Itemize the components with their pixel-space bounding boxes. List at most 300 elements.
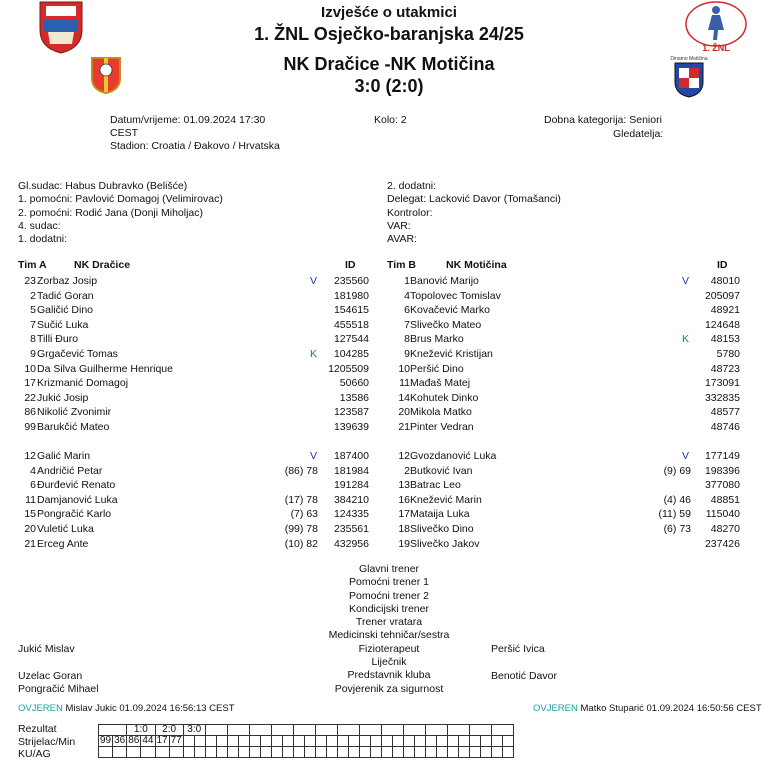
player-number: 2 — [404, 464, 410, 477]
ku-ag-cell — [113, 747, 127, 758]
player-number: 21 — [24, 537, 36, 550]
player-id: 124648 — [704, 318, 740, 331]
player-row — [0, 274, 778, 288]
result-cell — [293, 725, 315, 736]
player-name: Grgačević Tomas — [37, 348, 118, 360]
player-id: 48921 — [710, 304, 740, 317]
scorer-cell — [337, 736, 348, 747]
scorer-cell — [260, 736, 271, 747]
age-label: Dobna kategorija: — [544, 114, 627, 126]
player-id: 50660 — [339, 377, 369, 390]
player-name: Krizmanić Domagoj — [37, 377, 129, 390]
scorer-cell — [326, 736, 337, 747]
scorer-cell — [359, 736, 370, 747]
result-cell — [381, 725, 403, 736]
datetime-label: Datum/vrijeme: — [110, 114, 181, 126]
player-row — [0, 537, 778, 551]
player-name: Kohutek Dinko — [410, 391, 479, 404]
stadium-value: Croatia / Đakovo / Hrvatska — [151, 140, 280, 152]
league-title: 1. ŽNL Osječko-baranjska 24/25 — [254, 24, 524, 44]
player-name: Slivečko Dino — [410, 523, 474, 535]
ku-ag-cell — [403, 747, 414, 758]
team-a-physio: Jukić Mislav — [18, 643, 75, 655]
scorer-cell — [282, 736, 293, 747]
scorer-cell — [194, 736, 205, 747]
verify-right — [533, 703, 762, 714]
ku-ag-row — [99, 747, 514, 758]
ku-ag-cell — [155, 747, 169, 758]
scorer-cell — [502, 736, 513, 747]
player-name: Batrac Leo — [410, 479, 461, 492]
result-cell: 1:0 — [127, 725, 155, 736]
player-number: 9 — [30, 348, 36, 360]
player-row — [0, 493, 778, 507]
scorer-cell — [293, 736, 304, 747]
player-id: 48577 — [710, 406, 740, 419]
player-tag: V — [310, 450, 318, 462]
scorer-cell — [216, 736, 227, 747]
league-logo-text: 1. ŽNL — [702, 43, 730, 53]
ku-ag-cell — [271, 747, 282, 758]
player-row — [0, 303, 778, 317]
ku-ag-cell — [414, 747, 425, 758]
player-sub: (10) 82 — [284, 537, 318, 550]
official-fourth: 4. sudac: — [18, 219, 61, 232]
scorer-row — [99, 736, 514, 747]
player-number: 22 — [24, 391, 36, 404]
role-club-rep: Predstavnik kluba — [347, 669, 431, 682]
player-name: Mataija Luka — [410, 508, 470, 521]
player-name: Nikolić Zvonimir — [37, 406, 112, 419]
role-fitness-coach: Kondicijski trener — [349, 602, 429, 615]
round-value: 2 — [400, 114, 407, 126]
scorer-cell: 17 — [156, 735, 168, 746]
round-row — [374, 114, 407, 126]
player-number: 11 — [399, 377, 410, 390]
player-number: 17 — [24, 377, 36, 390]
player-id: 181980 — [333, 289, 369, 302]
player-id: 177149 — [704, 450, 740, 462]
player-name: Banović Marijo — [410, 275, 479, 287]
datetime-value: 01.09.2024 17:30 — [183, 114, 266, 126]
player-number: 8 — [404, 333, 410, 346]
player-number: 86 — [24, 406, 36, 419]
player-name: Mikola Matko — [410, 406, 472, 419]
player-id: 48851 — [710, 493, 740, 506]
stadium-label: Stadion: — [110, 140, 149, 152]
officials-right — [387, 180, 561, 246]
player-id: 154615 — [333, 304, 369, 317]
scorer-cell — [469, 736, 480, 747]
verified-by-right: Matko Stuparić 01.09.2024 16:50:56 CEST — [580, 703, 762, 714]
scorer-cell — [491, 736, 502, 747]
player-tag: V — [682, 450, 690, 462]
player-number: 1 — [404, 275, 410, 287]
player-name: Erceg Ante — [37, 537, 89, 550]
team-b-name: NK Motičina — [446, 259, 507, 271]
player-id: 1205509 — [328, 362, 369, 375]
player-sub: (4) 46 — [663, 493, 691, 506]
team-a-label: Tim A — [18, 259, 47, 271]
player-id: 139639 — [333, 421, 369, 433]
ku-ag-cell — [99, 747, 113, 758]
official-avar: AVAR: — [387, 233, 417, 246]
ku-ag-cell — [348, 747, 359, 758]
ku-ag-cell — [502, 747, 513, 758]
player-id: 205097 — [704, 289, 740, 302]
result-cell — [205, 725, 227, 736]
player-row — [0, 478, 778, 492]
player-name: Vuletić Luka — [37, 523, 94, 535]
scorer-cell — [315, 736, 326, 747]
ku-ag-cell — [458, 747, 469, 758]
player-number: 2 — [30, 289, 36, 302]
player-name: Slivečko Jakov — [410, 537, 480, 550]
result-cell: 2:0 — [155, 725, 183, 736]
player-row — [0, 391, 778, 405]
player-number: 99 — [24, 421, 36, 433]
ku-ag-cell — [249, 747, 260, 758]
ku-ag-cell — [392, 747, 403, 758]
player-row — [0, 376, 778, 390]
player-name: Pinter Vedran — [410, 421, 474, 433]
player-row — [0, 449, 778, 463]
report-title: Izvješće o utakmici — [321, 4, 457, 21]
ku-ag-cell — [169, 747, 183, 758]
player-sub: (17) 78 — [284, 493, 318, 506]
player-number: 12 — [398, 450, 410, 462]
player-number: 10 — [24, 362, 36, 375]
player-id: 123587 — [333, 406, 369, 419]
ku-ag-cell — [238, 747, 249, 758]
player-name: Da Silva Guilherme Henrique — [37, 362, 173, 375]
scoring-grid — [98, 724, 514, 758]
player-name: Peršić Dino — [410, 362, 464, 375]
scorer-cell — [458, 736, 469, 747]
player-sub: (86) 78 — [284, 464, 318, 477]
scorer-cell — [370, 736, 381, 747]
player-number: 13 — [398, 479, 410, 492]
result-row — [99, 725, 514, 736]
player-name: Pongračić Karlo — [37, 508, 112, 521]
player-sub: (99) 78 — [284, 523, 318, 535]
player-number: 20 — [24, 523, 36, 535]
ku-ag-cell — [282, 747, 293, 758]
ku-ag-cell — [359, 747, 370, 758]
scorer-cell — [414, 736, 425, 747]
ku-ag-cell — [491, 747, 502, 758]
result-cell — [337, 725, 359, 736]
ku-ag-cell — [480, 747, 491, 758]
match-score: 3:0 (2:0) — [354, 76, 424, 96]
bottom-labels — [18, 723, 75, 761]
team-a-id-header: ID — [345, 259, 356, 271]
player-id: 124335 — [333, 508, 369, 521]
role-physio: Fizioterapeut — [358, 642, 420, 655]
datetime-row — [110, 114, 265, 126]
player-sub: (6) 73 — [663, 523, 691, 535]
player-name: Zorbaz Josip — [37, 275, 98, 287]
verified-by-left: Mislav Jukic 01.09.2024 16:56:13 CEST — [65, 703, 235, 714]
scorer-cell — [381, 736, 392, 747]
player-id: 332835 — [704, 391, 740, 404]
player-id: 432956 — [333, 537, 369, 550]
player-name: Tilli Đuro — [37, 333, 79, 346]
team-b-id-header: ID — [717, 259, 728, 271]
ku-ag-cell — [183, 747, 194, 758]
player-number: 19 — [398, 537, 410, 550]
player-id: 384210 — [333, 493, 369, 506]
officials-left — [18, 180, 223, 246]
player-row — [0, 405, 778, 419]
ku-ag-cell — [141, 747, 155, 758]
player-number: 18 — [398, 523, 410, 535]
player-name: Galičić Dino — [37, 304, 94, 317]
result-cell — [469, 725, 491, 736]
ku-ag-cell — [381, 747, 392, 758]
player-tag: K — [310, 348, 318, 360]
player-name: Jukić Josip — [37, 391, 89, 404]
verified-label-left: OVJEREN — [18, 703, 63, 714]
player-name: Tadić Goran — [37, 289, 94, 302]
player-number: 4 — [404, 289, 410, 302]
official-delegate: Delegat: Lacković Davor (Tomašanci) — [387, 193, 561, 206]
player-name: Brus Marko — [410, 333, 464, 346]
player-sub: (7) 63 — [290, 508, 318, 521]
ku-ag-cell — [293, 747, 304, 758]
label-scorer: Strijelac/Min — [18, 735, 76, 748]
player-row — [0, 289, 778, 303]
team-a-name: NK Dračice — [74, 259, 131, 271]
role-head-coach: Glavni trener — [358, 563, 420, 575]
scorer-cell — [227, 736, 238, 747]
player-name: Andričić Petar — [37, 464, 103, 477]
ku-ag-cell — [469, 747, 480, 758]
player-number: 9 — [404, 348, 410, 360]
team-b-physio: Peršić Ivica — [491, 643, 545, 655]
label-ku-ag: KU/AG — [18, 748, 51, 760]
player-number: 23 — [24, 275, 36, 287]
player-tag: V — [682, 275, 690, 287]
official-controller: Kontrolor: — [387, 206, 433, 219]
player-tag: K — [682, 333, 690, 346]
player-number: 16 — [398, 493, 410, 506]
player-number: 5 — [30, 304, 36, 317]
official-additional-1: 1. dodatni: — [18, 233, 68, 246]
scorer-cell — [436, 736, 447, 747]
player-number: 4 — [30, 464, 36, 477]
official-referee: Gl.sudac: Habus Dubravko (Belišće) — [18, 180, 188, 192]
team-a-rep: Uzelac Goran — [18, 670, 83, 682]
player-row — [0, 420, 778, 434]
ku-ag-cell — [447, 747, 458, 758]
scorer-cell — [392, 736, 403, 747]
result-cell — [315, 725, 337, 736]
ku-ag-cell — [326, 747, 337, 758]
player-number: 7 — [30, 318, 36, 331]
scorer-cell — [480, 736, 491, 747]
result-cell — [447, 725, 469, 736]
player-id: 173091 — [704, 377, 740, 390]
player-row — [0, 522, 778, 536]
ku-ag-cell — [260, 747, 271, 758]
player-name: Galić Marin — [37, 450, 91, 462]
timezone: CEST — [110, 127, 139, 139]
player-sub: (11) 59 — [658, 508, 691, 521]
player-sub: (9) 69 — [663, 464, 691, 477]
ku-ag-cell — [216, 747, 227, 758]
player-name: Butković Ivan — [410, 464, 473, 477]
player-id: 13586 — [339, 391, 369, 404]
age-row — [544, 114, 662, 126]
scorer-cell — [183, 736, 194, 747]
verified-label-right: OVJEREN — [533, 703, 578, 714]
age-value: Seniori — [629, 114, 662, 126]
player-id: 5780 — [716, 348, 740, 360]
player-number: 7 — [404, 318, 410, 331]
player-number: 12 — [24, 450, 36, 462]
result-cell — [227, 725, 249, 736]
player-number: 11 — [25, 493, 36, 506]
player-row — [0, 464, 778, 478]
away-logo-text: Dinamo Motičina — [670, 56, 708, 62]
scorer-cell — [425, 736, 436, 747]
scorer-cell — [447, 736, 458, 747]
result-cell — [403, 725, 425, 736]
player-id: 455518 — [333, 318, 369, 331]
ku-ag-cell — [205, 747, 216, 758]
result-cell — [425, 725, 447, 736]
player-name: Mađaš Matej — [410, 377, 471, 390]
player-id: 187400 — [333, 450, 369, 462]
player-id: 48746 — [710, 421, 740, 433]
player-name: Kovačević Marko — [410, 304, 490, 317]
scorer-cell — [238, 736, 249, 747]
scorer-cell — [403, 736, 414, 747]
official-assistant-1: 1. pomoćni: Pavlović Domagoj (Velimirovac) — [18, 193, 223, 206]
player-id: 48153 — [710, 333, 740, 346]
match-title: NK Dračice -NK Motičina — [283, 54, 495, 74]
result-cell — [249, 725, 271, 736]
official-additional-2: 2. dodatni: — [387, 180, 437, 192]
player-number: 20 — [398, 406, 410, 419]
official-assistant-2: 2. pomoćni: Rodić Jana (Donji Miholjac) — [18, 206, 203, 219]
spectators-row — [613, 128, 663, 140]
role-assistant-1: Pomoćni trener 1 — [349, 576, 429, 589]
result-cell: 3:0 — [183, 725, 205, 736]
player-name: Knežević Kristijan — [410, 348, 493, 360]
ku-ag-cell — [227, 747, 238, 758]
player-name: Barukčić Mateo — [37, 421, 110, 433]
player-row — [0, 318, 778, 332]
player-row — [0, 332, 778, 346]
role-doctor: Liječnik — [371, 656, 407, 669]
player-id: 198396 — [704, 464, 740, 477]
result-cell — [99, 725, 127, 736]
label-result: Rezultat — [18, 723, 57, 735]
player-row — [0, 507, 778, 521]
scorer-cell — [271, 736, 282, 747]
result-cell — [491, 725, 513, 736]
ku-ag-cell — [127, 747, 141, 758]
result-cell — [271, 725, 293, 736]
scorer-cell: 44 — [142, 735, 154, 746]
scorer-cell: 86 — [128, 735, 140, 746]
player-row — [0, 362, 778, 376]
scorer-cell: 77 — [170, 735, 182, 746]
player-name: Đurđević Renato — [37, 479, 116, 492]
role-gk-coach: Trener vratara — [355, 616, 423, 629]
team-b-label: Tim B — [387, 259, 416, 271]
player-id: 235560 — [333, 275, 369, 287]
team-a-security: Pongračić Mihael — [18, 683, 99, 695]
player-name: Knežević Marin — [410, 493, 482, 506]
player-number: 6 — [404, 304, 410, 317]
player-number: 21 — [398, 421, 410, 433]
team-b-rep: Benotić Davor — [491, 670, 557, 682]
player-id: 237426 — [704, 537, 740, 550]
result-cell — [359, 725, 381, 736]
scorer-cell: 99 — [100, 735, 112, 746]
player-number: 10 — [398, 362, 410, 375]
scorer-cell — [249, 736, 260, 747]
ku-ag-cell — [315, 747, 326, 758]
player-name: Damjanović Luka — [37, 493, 118, 506]
ku-ag-cell — [425, 747, 436, 758]
player-id: 181984 — [333, 464, 369, 477]
ku-ag-cell — [304, 747, 315, 758]
role-security: Povjerenik za sigurnost — [334, 682, 444, 695]
player-id: 115040 — [705, 508, 740, 521]
player-name: Slivečko Mateo — [410, 318, 482, 331]
ku-ag-cell — [436, 747, 447, 758]
player-id: 127544 — [333, 333, 369, 346]
scorer-cell — [304, 736, 315, 747]
player-number: 8 — [30, 333, 36, 346]
player-number: 14 — [398, 391, 410, 404]
ku-ag-cell — [194, 747, 205, 758]
player-number: 15 — [24, 508, 36, 521]
stadium-row — [110, 140, 280, 152]
player-id: 48010 — [710, 275, 740, 287]
player-id: 104285 — [333, 348, 369, 360]
ku-ag-cell — [337, 747, 348, 758]
player-name: Gvozdanović Luka — [410, 450, 497, 462]
scorer-cell — [348, 736, 359, 747]
ku-ag-cell — [370, 747, 381, 758]
scorer-cell — [205, 736, 216, 747]
player-name: Sučić Luka — [37, 318, 89, 331]
player-id: 48270 — [710, 523, 740, 535]
player-number: 17 — [398, 508, 410, 521]
round-label: Kolo: — [374, 114, 398, 126]
player-tag: V — [310, 275, 318, 287]
role-medic: Medicinski tehničar/sestra — [328, 629, 450, 642]
player-number: 6 — [30, 479, 36, 492]
player-id: 191284 — [333, 479, 369, 492]
scorer-cell: 36 — [114, 735, 126, 746]
official-var: VAR: — [387, 219, 411, 232]
player-row — [0, 347, 778, 361]
verify-left — [18, 703, 235, 714]
player-name: Topolovec Tomislav — [410, 289, 501, 302]
spectators-label: Gledatelja: — [613, 128, 664, 140]
player-id: 235561 — [333, 523, 369, 535]
role-assistant-2: Pomoćni trener 2 — [349, 589, 429, 602]
player-id: 48723 — [710, 362, 740, 375]
player-id: 377080 — [704, 479, 740, 492]
staff-roles — [289, 563, 489, 696]
